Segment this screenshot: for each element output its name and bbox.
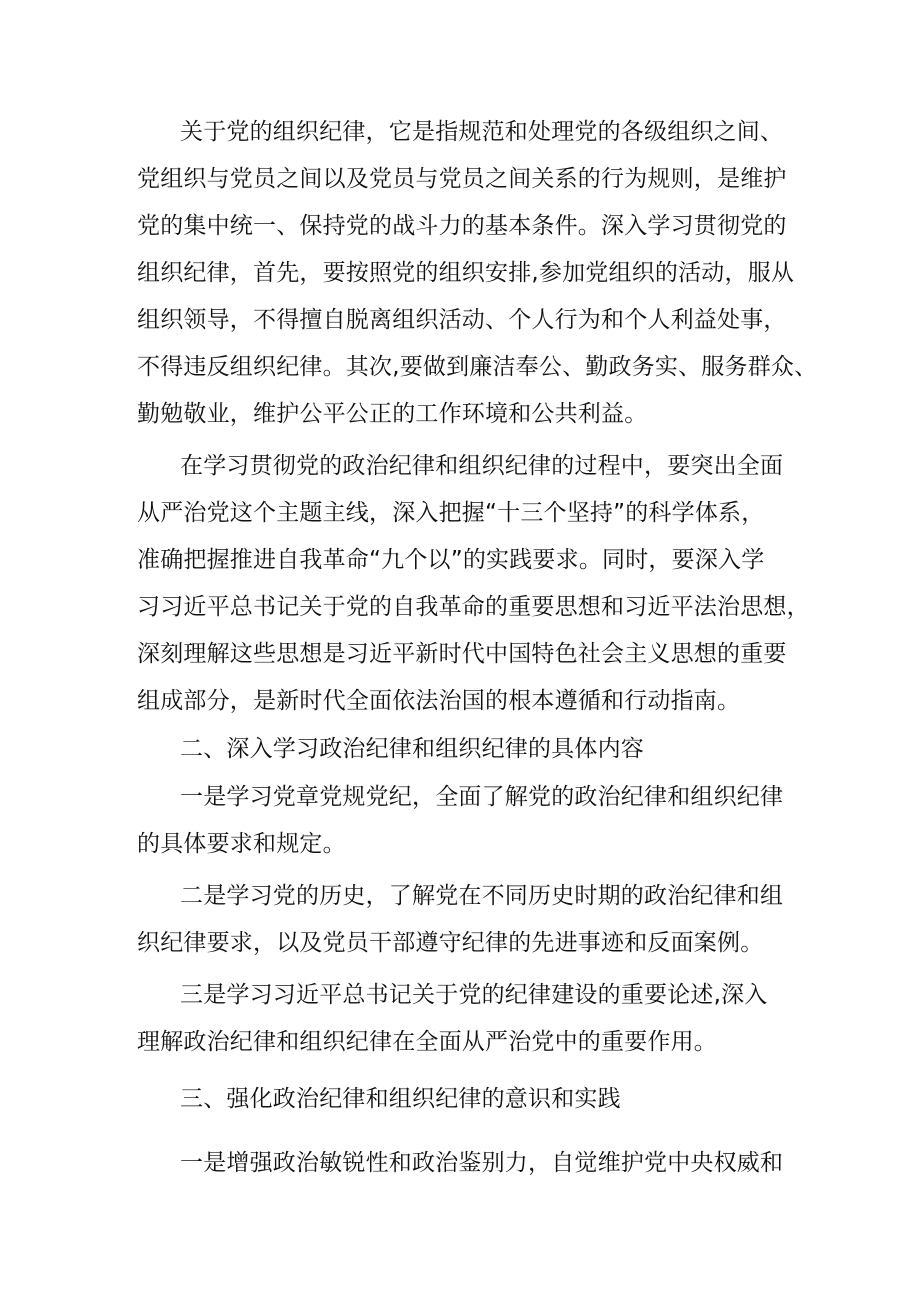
item-1-line-2: 的具体要求和规定。 — [137, 831, 346, 857]
para-1-line-2: 党组织与党员之间以及党员与党员之间关系的行为规则，是维护 — [137, 166, 787, 192]
para-2-line-2: 从严治党这个主题主线，深入把握“十三个坚持”的科学体系， — [137, 500, 765, 526]
para-1-line-1: 关于党的组织纪律，它是指规范和处理党的各级组织之间、 — [180, 119, 784, 145]
item-2-line-1: 二是学习党的历史，了解党在不同历史时期的政治纪律和组 — [180, 883, 784, 909]
para-1-line-5: 组织领导，不得擅自脱离组织活动、个人行为和个人利益处事， — [137, 307, 787, 333]
item-1-line-1: 一是学习党章党规党纪，全面了解党的政治纪律和组织纪律 — [180, 784, 784, 810]
section-heading-3: 三、强化政治纪律和组织纪律的意识和实践 — [180, 1086, 621, 1112]
para-2-line-5: 深刻理解这些思想是习近平新时代中国特色社会主义思想的重要 — [137, 641, 787, 667]
section-heading-2: 二、深入学习政治纪律和组织纪律的具体内容 — [180, 736, 644, 762]
item-3-line-2: 理解政治纪律和组织纪律在全面从严治党中的重要作用。 — [137, 1029, 717, 1055]
para-1-line-3: 党的集中统一、保持党的战斗力的基本条件。深入学习贯彻党的 — [137, 213, 787, 239]
item-4-line-1: 一是增强政治敏锐性和政治鉴别力，自觉维护党中央权威和 — [180, 1150, 784, 1176]
item-2-line-2: 织纪律要求，以及党员干部遵守纪律的先进事迹和反面案例。 — [137, 930, 764, 956]
para-1-line-6: 不得违反组织纪律。其次,要做到廉洁奉公、勤政务实、服务群众、 — [137, 354, 818, 380]
para-2-line-1: 在学习贯彻党的政治纪律和组织纪律的过程中，要突出全面 — [180, 453, 784, 479]
para-2-line-4: 习习近平总书记关于党的自我革命的重要思想和习近平法治思想， — [137, 594, 810, 620]
item-3-line-1: 三是学习习近平总书记关于党的纪律建设的重要论述,深入 — [180, 982, 768, 1008]
para-2-line-6: 组成部分，是新时代全面依法治国的根本遵循和行动指南。 — [137, 688, 741, 714]
para-2-line-3: 准确把握推进自我革命“九个以”的实践要求。同时，要深入学 — [137, 547, 765, 573]
para-1-line-7: 勤勉敬业，维护公平公正的工作环境和公共利益。 — [137, 401, 648, 427]
para-1-line-4: 组织纪律，首先，要按照党的组织安排,参加党组织的活动，服从 — [137, 260, 795, 286]
